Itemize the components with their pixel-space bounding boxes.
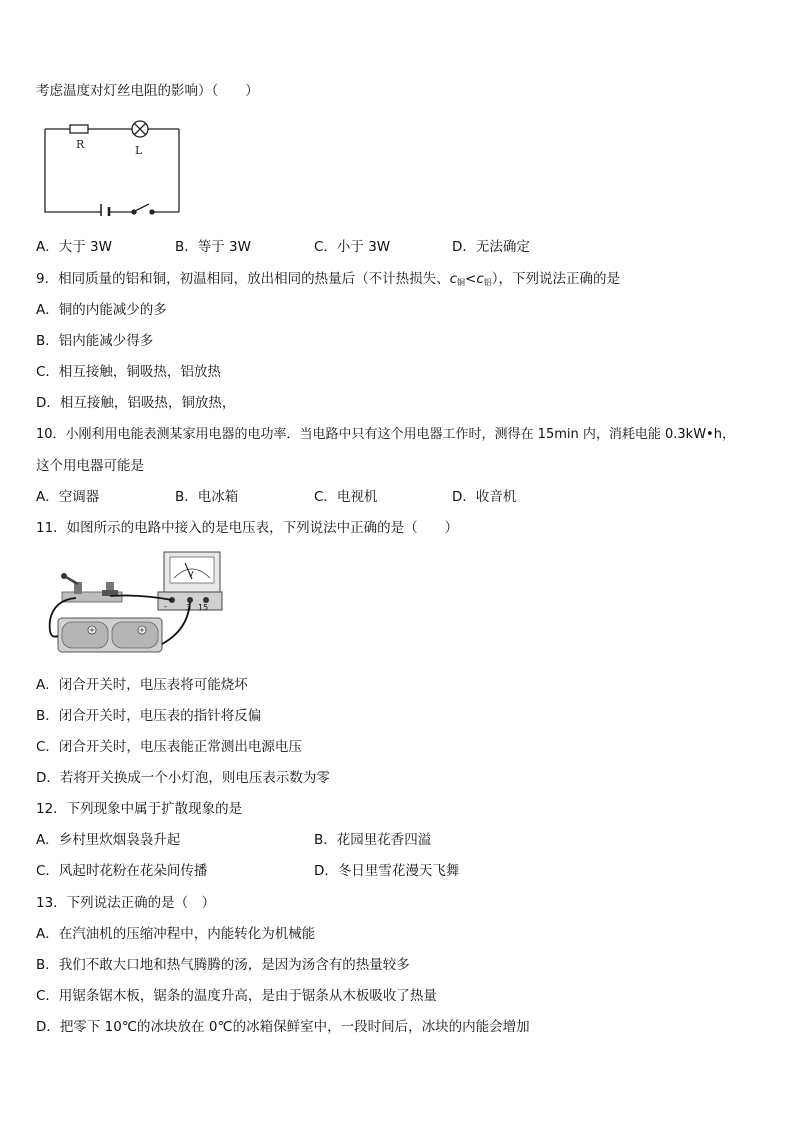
- q8-circuit-diagram: [36, 116, 186, 216]
- q13-option-c: C．用锯条锯木板，锯条的温度升高，是由于锯条从木板吸收了热量: [36, 988, 437, 1004]
- q11-option-b: B．闭合开关时，电压表的指针将反偏: [36, 708, 262, 724]
- q12-option-c: C．风起时花粉在花朵间传播: [36, 863, 208, 879]
- q8-option-c: C．小于 3W: [314, 239, 391, 255]
- q11-option-d: D．若将开关换成一个小灯泡，则电压表示数为零: [36, 770, 330, 786]
- q12-option-d: D．冬日里雪花漫天飞舞: [314, 863, 460, 879]
- q10-option-d: D．收音机: [452, 489, 517, 505]
- q13-option-d: D．把零下 10℃的冰块放在 0℃的冰箱保鲜室中，一段时间后，冰块的内能会增加: [36, 1019, 530, 1035]
- voltmeter-letter: V: [188, 570, 194, 579]
- q11-option-c: C．闭合开关时，电压表能正常测出电源电压: [36, 739, 302, 755]
- q9-option-d: D．相互接触，铝吸热，铜放热，: [36, 395, 236, 411]
- terminal-minus-label: -: [164, 602, 167, 611]
- resistor-symbol: [70, 125, 88, 133]
- q13-option-b: B．我们不敢大口地和热气腾腾的汤，是因为汤含有的热量较多: [36, 957, 410, 973]
- lamp-label: L: [135, 144, 143, 157]
- q10-option-b: B．电冰箱: [175, 489, 239, 505]
- q8-stem-tail: 考虑温度对灯丝电阻的影响）（ ）: [36, 83, 259, 99]
- q10-option-c: C．电视机: [314, 489, 378, 505]
- q12-option-a: A．乡村里炊烟袅袅升起: [36, 832, 181, 848]
- q9-option-c: C．相互接触，铜吸热，铝放热: [36, 364, 221, 380]
- terminal-3-label: 3: [186, 603, 192, 612]
- q11-option-a: A．闭合开关时，电压表将可能烧坏: [36, 677, 248, 693]
- q8-option-a: A．大于 3W: [36, 239, 112, 255]
- resistor-label: R: [76, 138, 85, 151]
- q10-option-a: A．空调器: [36, 489, 100, 505]
- q8-option-b: B．等于 3W: [175, 239, 251, 255]
- q12-stem: 12．下列现象中属于扩散现象的是: [36, 801, 243, 817]
- q9-option-b: B．铝内能减少得多: [36, 333, 154, 349]
- q11-circuit-picture: [40, 550, 230, 658]
- q11-stem: 11．如图所示的电路中接入的是电压表，下列说法中正确的是（ ）: [36, 520, 459, 536]
- switch-blade: [135, 204, 149, 211]
- q10-stem-line1: 10．小刚利用电能表测某家用电器的电功率．当电路中只有这个用电器工作时，测得在 15min 内，消耗电能 0.3kW•h，: [36, 427, 735, 442]
- q12-option-b: B．花园里花香四溢: [314, 832, 432, 848]
- q9-option-a: A．铜的内能减少的多: [36, 302, 167, 318]
- q13-option-a: A．在汽油机的压缩冲程中，内能转化为机械能: [36, 926, 316, 942]
- battery-pack: [58, 618, 162, 652]
- terminal-15-label: 15: [198, 603, 209, 612]
- q8-option-d: D．无法确定: [452, 239, 530, 255]
- knife-switch: [61, 573, 122, 602]
- q9-stem: 9．相同质量的铝和铜，初温相同，放出相同的热量后（不计热损失、$c_铜<c_铝$），下列说法正确的是: [36, 271, 621, 287]
- q10-stem-line2: 这个用电器可能是: [36, 458, 144, 474]
- q13-stem: 13．下列说法正确的是（ ）: [36, 895, 216, 911]
